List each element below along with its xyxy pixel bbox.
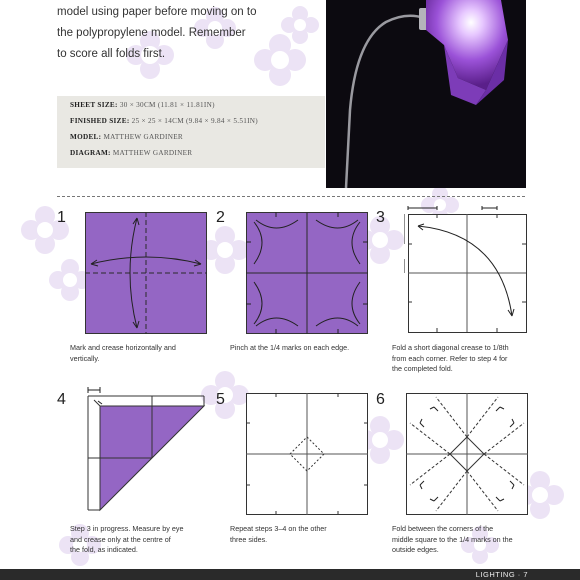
spec-value: MATTHEW GARDINER (112, 149, 193, 157)
caption-line: Repeat steps 3–4 on the other (230, 524, 327, 533)
step-6-caption (392, 524, 532, 556)
caption-line: and crease only at the centre of (70, 534, 171, 544)
step-2-caption (230, 343, 360, 354)
section-divider (57, 196, 525, 197)
spec-label: DIAGRAM: (70, 149, 111, 157)
caption-line: outside edges. (392, 545, 439, 554)
spec-label: MODEL: (70, 133, 102, 141)
caption-line: Fold between the corners of the (392, 524, 494, 533)
step-number-5: 5 (216, 391, 225, 408)
step-number-2: 2 (216, 209, 225, 226)
step-number-6: 6 (376, 391, 385, 408)
spec-sheet-size (70, 101, 215, 109)
step-3-caption (392, 343, 532, 375)
spec-value: 30 × 30CM (11.81 × 11.81IN) (119, 101, 215, 109)
caption-line: three sides. (230, 534, 268, 544)
spec-value: 25 × 25 × 14CM (9.84 × 9.84 × 5.51IN) (131, 117, 258, 125)
step-3-diagram (404, 204, 528, 334)
step-4-caption (70, 524, 200, 556)
step-number-1: 1 (57, 209, 66, 226)
step-5-diagram (246, 393, 368, 515)
step-number-3: 3 (376, 209, 385, 226)
intro-line: the polypropylene model. Remember (57, 27, 246, 39)
step-6-diagram (406, 393, 528, 515)
step-5-caption (230, 524, 360, 545)
lamp-photo (326, 0, 526, 188)
specs-box (57, 96, 325, 168)
spec-label: SHEET SIZE: (70, 101, 118, 109)
caption-line: the completed fold. (392, 364, 453, 373)
step-1-diagram (85, 212, 207, 334)
page-footer (0, 569, 580, 580)
step-4-diagram (80, 386, 208, 514)
caption-line: the fold, as indicated. (70, 545, 138, 554)
caption-line: vertically. (70, 353, 100, 363)
step-1-caption (70, 343, 200, 364)
caption-line: Step 3 in progress. Measure by eye (70, 524, 184, 533)
caption-line: Pinch at the 1/4 marks on each edge. (230, 343, 350, 352)
step-2-diagram (246, 212, 368, 334)
footer-page-label: LIGHTING · 7 (475, 570, 528, 579)
intro-line: to score all folds first. (57, 48, 166, 60)
caption-line: Fold a short diagonal crease to 1/8th (392, 343, 509, 352)
spec-finished-size (70, 117, 258, 125)
spec-label: FINISHED SIZE: (70, 117, 130, 125)
spec-diagram (70, 149, 192, 157)
spec-value: MATTHEW GARDINER (103, 133, 183, 141)
caption-line: middle square to the 1/4 marks on the (392, 534, 513, 544)
caption-line: from each corner. Refer to step 4 for (392, 353, 508, 363)
caption-line: Mark and crease horizontally and (70, 343, 176, 352)
spec-model (70, 133, 183, 141)
intro-text (57, 2, 287, 65)
intro-line: model using paper before moving on to (57, 6, 257, 18)
step-number-4: 4 (57, 391, 66, 408)
